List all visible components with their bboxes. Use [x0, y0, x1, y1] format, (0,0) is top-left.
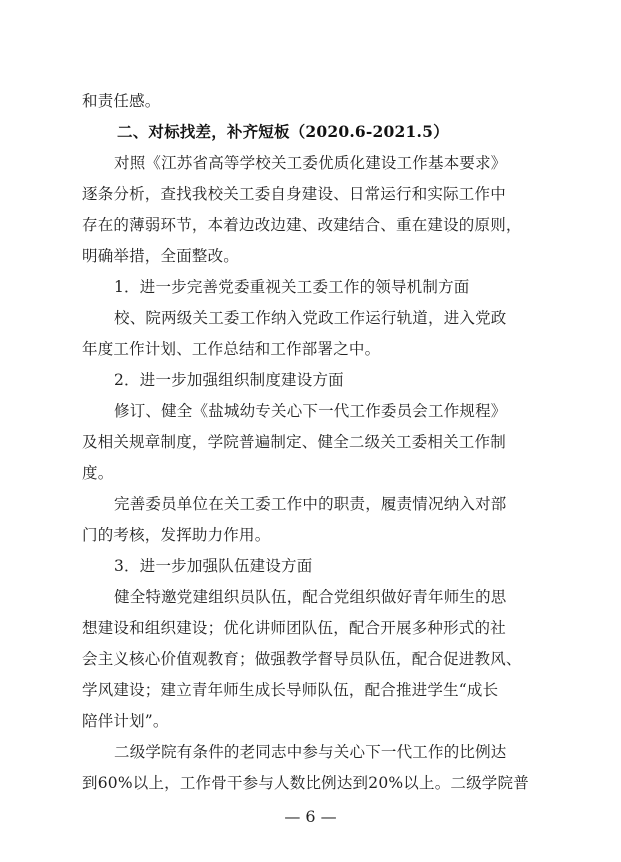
page-number: — 6 — [284, 807, 337, 826]
paragraph-line: 对照《江苏省高等学校关工委优质化建设工作基本要求》 [114, 154, 507, 172]
paragraph-line: 度。 [82, 464, 114, 482]
paragraph-line: 校、院两级关工委工作纳入党政工作运行轨道，进入党政 [114, 309, 507, 327]
paragraph-line: 会主义核心价值观教育；做强教学督导员队伍，配合促进教风、 [82, 650, 522, 668]
paragraph-line: 二级学院有条件的老同志中参与关心下一代工作的比例达 [114, 743, 507, 761]
subsection-heading: 1．进一步完善党委重视关工委工作的领导机制方面 [114, 278, 470, 296]
paragraph-line: 及相关规章制度，学院普遍制定、健全二级关工委相关工作制 [82, 433, 506, 451]
paragraph-line: 学风建设；建立青年师生成长导师队伍，配合推进学生“成长 [82, 681, 499, 699]
paragraph-line: 存在的薄弱环节，本着边改边建、改建结合、重在建设的原则， [82, 216, 522, 234]
paragraph-line: 明确举措，全面整改。 [82, 247, 240, 265]
paragraph-line: 逐条分析，查找我校关工委自身建设、日常运行和实际工作中 [82, 185, 506, 203]
paragraph-line: 完善委员单位在关工委工作中的职责，履责情况纳入对部 [114, 495, 507, 513]
paragraph-line: 到60%以上，工作骨干参与人数比例达到20%以上。二级学院普 [82, 774, 529, 792]
paragraph-line: 想建设和组织建设；优化讲师团队伍，配合开展多种形式的社 [82, 619, 506, 637]
paragraph-line: 修订、健全《盐城幼专关心下一代工作委员会工作规程》 [114, 402, 507, 420]
subsection-heading: 2．进一步加强组织制度建设方面 [114, 371, 344, 389]
section-heading: 二、对标找差，补齐短板（2020.6-2021.5） [117, 122, 449, 141]
text-line-continuation: 和责任感。 [82, 92, 161, 110]
subsection-heading: 3．进一步加强队伍建设方面 [114, 557, 313, 575]
paragraph-line: 健全特邀党建组织员队伍，配合党组织做好青年师生的思 [114, 588, 507, 606]
paragraph-line: 门的考核，发挥助力作用。 [82, 526, 271, 544]
paragraph-line: 陪伴计划”。 [82, 712, 169, 730]
paragraph-line: 年度工作计划、工作总结和工作部署之中。 [82, 340, 381, 358]
